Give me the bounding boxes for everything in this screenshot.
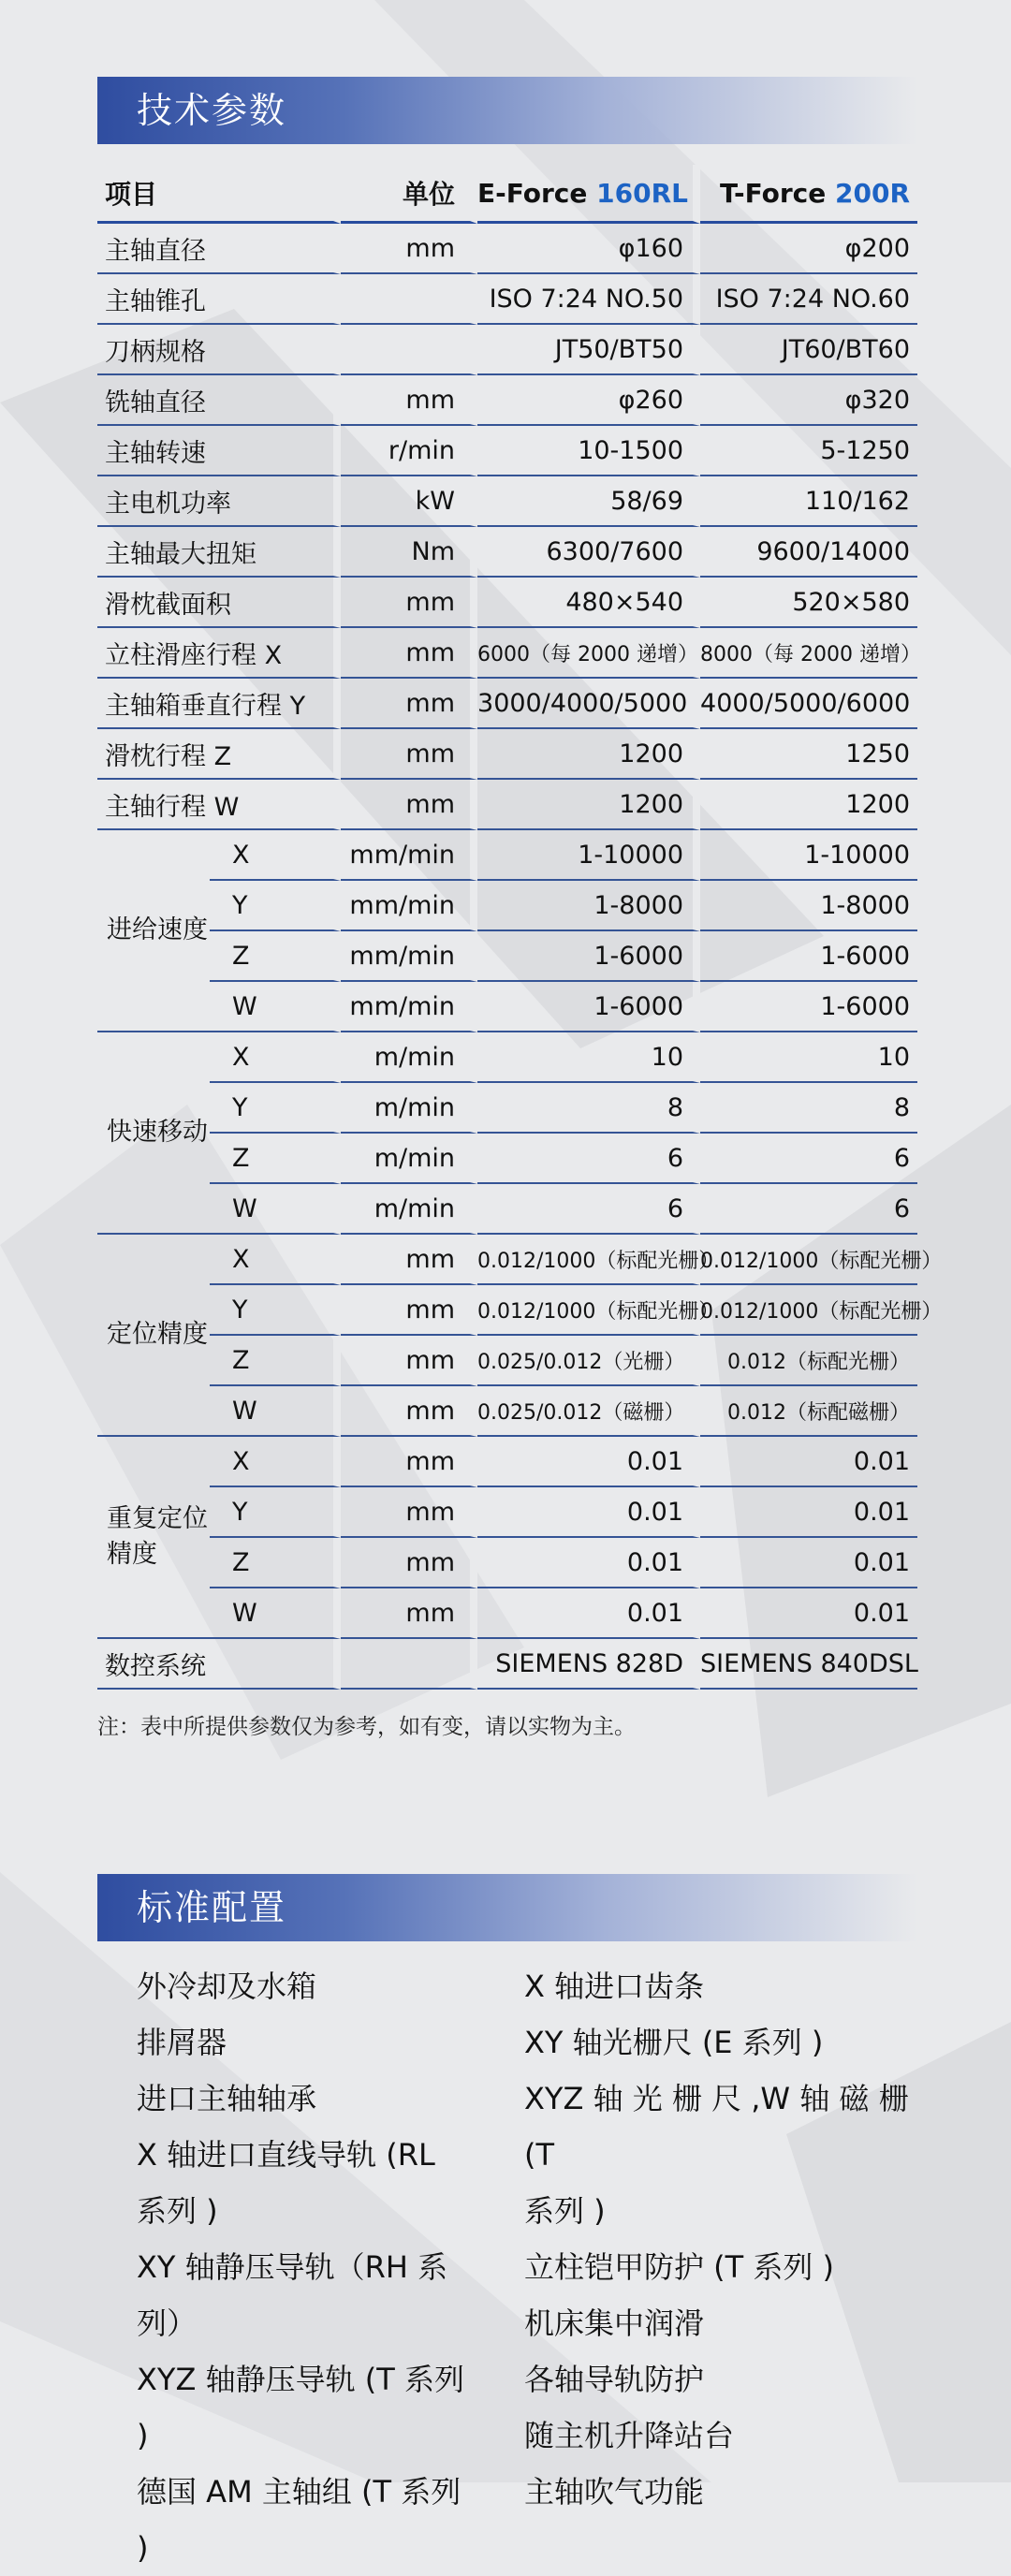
axis-label: Y [210,881,341,931]
spec-group-row [97,1336,917,1386]
model-t-force-prefix: T-Force [720,177,835,209]
value-t-force: 0.012/1000（标配光栅） [700,1285,917,1336]
value-e-force: 8 [477,1083,700,1134]
axis-label: Z [210,1538,341,1588]
param-name: 主轴行程 W [97,780,341,830]
value-e-force: φ160 [477,224,700,274]
axis-label: Y [210,1285,341,1336]
spec-row [97,426,917,476]
param-name: 主轴锥孔 [97,274,341,325]
spec-row [97,476,917,527]
param-unit: mm [341,1538,477,1588]
standard-config-item: 进口主轴轴承 [137,2081,317,2116]
value-t-force: 5-1250 [700,426,917,476]
standard-config-header [97,1874,917,1941]
standard-config-item: XYZ 轴 光 栅 尺 ,W 轴 磁 栅 (T [524,2081,909,2173]
spec-row [97,729,917,780]
param-name: 主轴箱垂直行程 Y [97,679,341,729]
axis-label: Z [210,1336,341,1386]
axis-label: Y [210,1487,341,1538]
spec-group-row [97,1235,917,1285]
standard-config-item: 排屑器 [137,2025,227,2060]
group-label: 重复定位精度 [97,1437,210,1639]
spec-group-row [97,1285,917,1336]
param-unit: Nm [341,527,477,578]
spec-row [97,578,917,628]
tech-params-header [97,77,917,144]
param-unit: mm [341,1437,477,1487]
spec-group-row [97,982,917,1032]
value-t-force: JT60/BT60 [700,325,917,375]
spec-row [97,628,917,679]
axis-label: Y [210,1083,341,1134]
param-unit: m/min [341,1032,477,1083]
value-e-force: 1-10000 [477,830,700,881]
group-label: 快速移动 [97,1032,210,1235]
value-t-force: 10 [700,1032,917,1083]
value-t-force: 0.01 [700,1538,917,1588]
param-unit: mm [341,1487,477,1538]
value-t-force: 6 [700,1184,917,1235]
standard-config-right-list [524,1958,917,2520]
spec-group-row [97,1184,917,1235]
spec-row [97,224,917,274]
value-e-force: 0.025/0.012（磁栅） [477,1386,700,1437]
param-unit: mm/min [341,830,477,881]
param-unit: m/min [341,1184,477,1235]
value-t-force: 1250 [700,729,917,780]
table-note: 注：表中所提供参数仅为参考，如有变，请以实物为主。 [97,1715,636,1739]
value-e-force: JT50/BT50 [477,325,700,375]
value-e-force: 0.01 [477,1538,700,1588]
value-t-force: φ200 [700,224,917,274]
param-name: 刀柄规格 [97,325,341,375]
spec-group-row [97,1134,917,1184]
axis-label: Z [210,1134,341,1184]
param-unit: mm [341,1386,477,1437]
spec-group-row [97,1487,917,1538]
param-unit: mm [341,1285,477,1336]
axis-label: X [210,1437,341,1487]
value-t-force: 1-6000 [700,982,917,1032]
param-unit [341,325,477,375]
value-t-force: ISO 7:24 NO.60 [700,274,917,325]
value-t-force: φ320 [700,375,917,426]
value-t-force: 1-6000 [700,931,917,982]
param-name: 主轴直径 [97,224,341,274]
value-e-force: 6000（每 2000 递增） [477,628,700,679]
value-t-force: 1-10000 [700,830,917,881]
value-e-force: 1200 [477,780,700,830]
value-t-force: 0.01 [700,1588,917,1639]
param-unit [341,274,477,325]
standard-config-item: XYZ 轴静压导轨 (T 系列 ) [137,2362,464,2453]
standard-config-item: XY 轴光栅尺 (E 系列 ) [524,2025,824,2060]
param-unit: mm [341,224,477,274]
param-unit: mm [341,578,477,628]
param-unit: mm [341,1336,477,1386]
spec-row [97,527,917,578]
param-unit: m/min [341,1083,477,1134]
model-t-force-code: 200R [835,177,911,209]
spec-group-row [97,1437,917,1487]
spec-header-row [97,165,917,224]
axis-label: W [210,1588,341,1639]
param-unit: kW [341,476,477,527]
standard-config-item: X 轴进口齿条 [524,1969,705,2004]
value-e-force: 1200 [477,729,700,780]
value-t-force: 1-8000 [700,881,917,931]
value-e-force: 1-6000 [477,982,700,1032]
spec-group-row [97,830,917,881]
header-item: 项目 [97,165,341,224]
param-unit: m/min [341,1134,477,1184]
value-t-force: 4000/5000/6000 [700,679,917,729]
spec-group-row [97,1588,917,1639]
standard-config-item: X 轴进口直线导轨 (RL [137,2137,435,2173]
spec-row [97,679,917,729]
spec-group-row [97,881,917,931]
spec-group-row [97,931,917,982]
standard-config-item: 主轴吹气功能 [524,2474,705,2510]
standard-config-item: 立柱铠甲防护 (T 系列 ) [524,2249,835,2285]
value-e-force: 6 [477,1134,700,1184]
spec-row [97,780,917,830]
axis-label: Z [210,931,341,982]
value-e-force: SIEMENS 828D [477,1639,700,1690]
standard-config-item: 德国 AM 主轴组 (T 系列 ) [137,2474,462,2566]
param-unit: mm/min [341,931,477,982]
value-t-force: 0.012（标配磁栅） [700,1386,917,1437]
value-e-force: 3000/4000/5000 [477,679,700,729]
spec-row-cnc-system [97,1639,917,1690]
param-unit [341,1639,477,1690]
standard-config-item: 列） [137,2305,198,2341]
model-e-force-prefix: E-Force [477,177,597,209]
axis-label: X [210,830,341,881]
value-e-force: 10-1500 [477,426,700,476]
value-e-force: 1-6000 [477,931,700,982]
value-t-force: 520×580 [700,578,917,628]
value-e-force: 0.01 [477,1487,700,1538]
value-e-force: 6300/7600 [477,527,700,578]
axis-label: X [210,1235,341,1285]
group-label: 定位精度 [97,1235,210,1437]
value-t-force: 8000（每 2000 递增） [700,628,917,679]
param-name: 主电机功率 [97,476,341,527]
value-e-force: ISO 7:24 NO.50 [477,274,700,325]
value-e-force: 1-8000 [477,881,700,931]
value-t-force: 0.012（标配光栅） [700,1336,917,1386]
value-t-force: 9600/14000 [700,527,917,578]
standard-config-item: 各轴导轨防护 [524,2362,705,2397]
standard-config-item: 系列 ) [524,2193,606,2229]
spec-row [97,274,917,325]
param-name: 铣轴直径 [97,375,341,426]
spec-group-row [97,1386,917,1437]
param-name: 主轴最大扭矩 [97,527,341,578]
axis-label: W [210,1386,341,1437]
spec-row [97,325,917,375]
spec-group-row [97,1032,917,1083]
value-t-force: 0.01 [700,1437,917,1487]
model-e-force-code: 160RL [596,177,688,209]
group-label: 进给速度 [97,830,210,1032]
value-e-force: 0.025/0.012（光栅） [477,1336,700,1386]
standard-config-item: 随主机升降站台 [524,2418,735,2453]
param-unit: mm [341,780,477,830]
spec-row [97,375,917,426]
axis-label: W [210,982,341,1032]
value-e-force: 6 [477,1184,700,1235]
param-unit: mm/min [341,982,477,1032]
axis-label: W [210,1184,341,1235]
value-t-force: 110/162 [700,476,917,527]
param-name: 数控系统 [97,1639,341,1690]
value-e-force: 0.01 [477,1437,700,1487]
param-name: 主轴转速 [97,426,341,476]
value-e-force: 0.01 [477,1588,700,1639]
param-unit: mm/min [341,881,477,931]
value-e-force: φ260 [477,375,700,426]
value-t-force: SIEMENS 840DSL [700,1639,917,1690]
param-unit: mm [341,628,477,679]
value-e-force: 0.012/1000（标配光栅） [477,1235,700,1285]
value-e-force: 0.012/1000（标配光栅） [477,1285,700,1336]
value-e-force: 58/69 [477,476,700,527]
spec-table [97,165,943,1690]
standard-config-left-list [137,1958,464,2576]
value-t-force: 6 [700,1134,917,1184]
value-t-force: 1200 [700,780,917,830]
param-name: 立柱滑座行程 X [97,628,341,679]
param-unit: mm [341,375,477,426]
value-e-force: 10 [477,1032,700,1083]
axis-label: X [210,1032,341,1083]
param-unit: mm [341,1588,477,1639]
header-model-t-force [700,165,917,224]
standard-config-item: 系列 ) [137,2193,218,2229]
spec-group-row [97,1083,917,1134]
value-t-force: 8 [700,1083,917,1134]
value-t-force: 0.012/1000（标配光栅） [700,1235,917,1285]
value-e-force: 480×540 [477,578,700,628]
tech-params-title: 技术参数 [137,90,287,131]
param-name: 滑枕截面积 [97,578,341,628]
header-model-e-force [477,165,700,224]
param-name: 滑枕行程 Z [97,729,341,780]
param-unit: r/min [341,426,477,476]
standard-config-title: 标准配置 [137,1887,287,1928]
standard-config-item: XY 轴静压导轨（RH 系 [137,2249,448,2285]
param-unit: mm [341,729,477,780]
spec-group-row [97,1538,917,1588]
value-t-force: 0.01 [700,1487,917,1538]
standard-config-item: 机床集中润滑 [524,2305,705,2341]
param-unit: mm [341,679,477,729]
param-unit: mm [341,1235,477,1285]
header-unit: 单位 [341,165,477,224]
standard-config-item: 外冷却及水箱 [137,1969,317,2004]
